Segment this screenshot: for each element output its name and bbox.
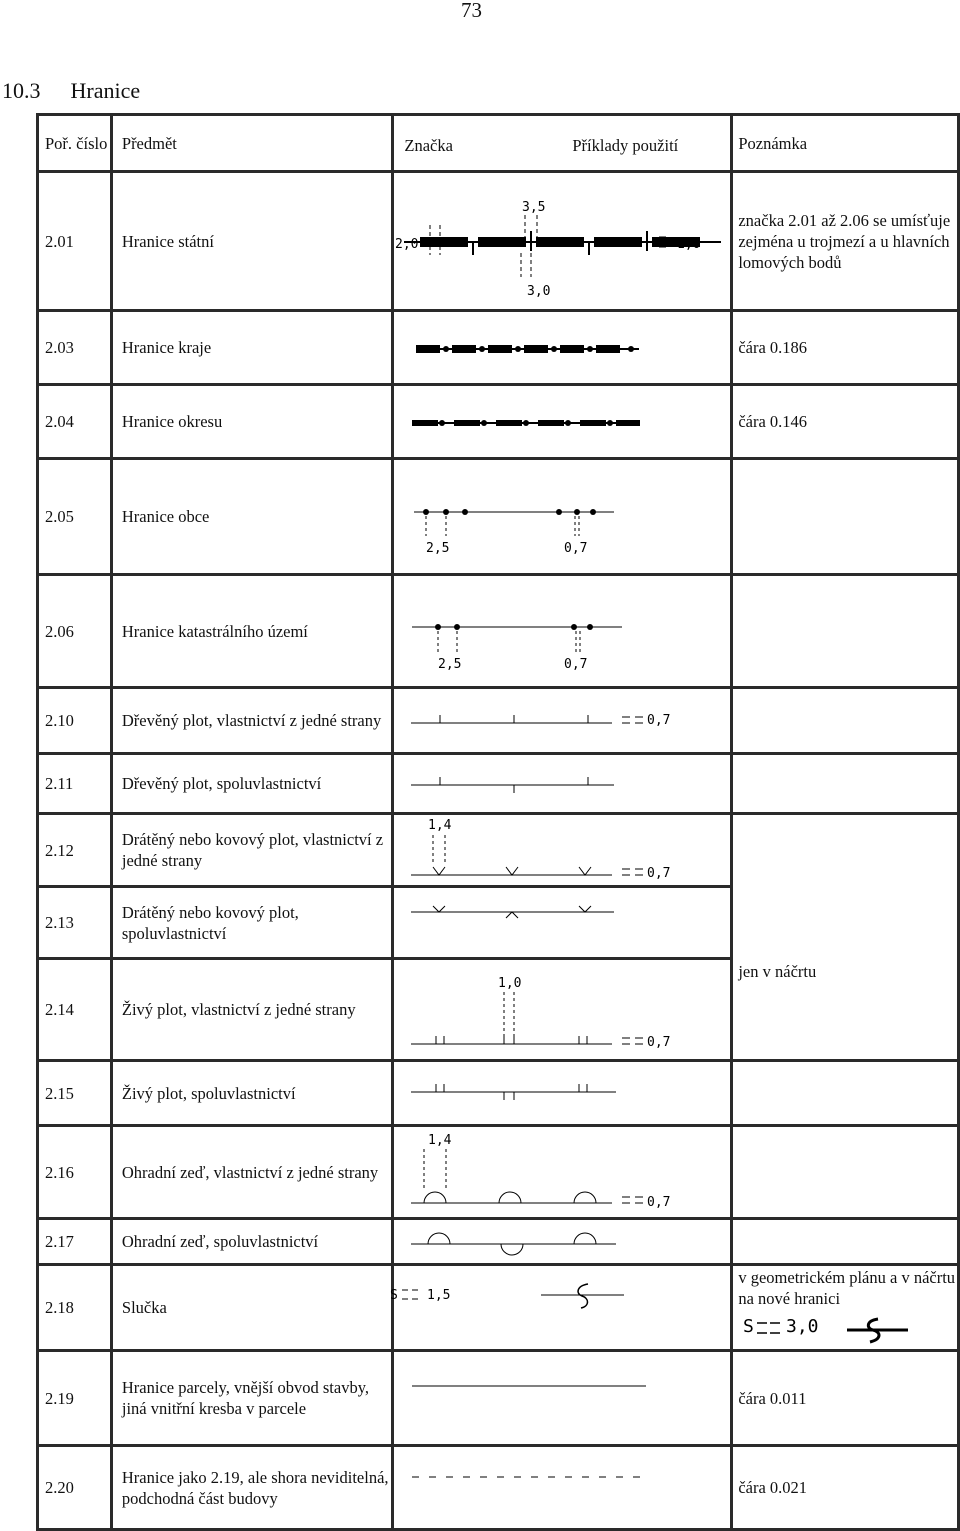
row-sign — [393, 385, 732, 459]
dim-label: 0,7 — [647, 1195, 671, 1210]
row-num: 2.03 — [38, 311, 112, 385]
loop-example — [737, 1312, 937, 1342]
row-note — [732, 1219, 959, 1265]
row-num: 2.11 — [38, 754, 112, 814]
row-item: Hranice katastrálního území — [111, 575, 392, 688]
row-note: značka 2.01 až 2.06 se umísťuje zejména u trojmezí a u hlavních lomových bodů — [732, 172, 959, 311]
header-item: Předmět — [111, 115, 392, 172]
row-sign — [393, 1446, 732, 1530]
header-examples: Příklady použití — [572, 136, 679, 155]
row-sign — [393, 575, 732, 688]
table-row — [38, 1351, 959, 1446]
sign-wall-own — [394, 1127, 734, 1220]
sign-district-border — [394, 386, 734, 460]
row-sign — [393, 959, 732, 1061]
row-item: Drátěný nebo kovový plot, vlastnictví z jedné strany — [111, 814, 392, 887]
dim-label: 3,5 — [522, 200, 546, 215]
row-item: Ohradní zeď, vlastnictví z jedné strany — [111, 1126, 392, 1219]
row-sign — [393, 172, 732, 311]
table-row — [38, 311, 959, 385]
row-note-group — [732, 814, 959, 1061]
row-num: 2.15 — [38, 1061, 112, 1126]
dim-label: 2,5 — [438, 657, 462, 672]
row-num: 2.01 — [38, 172, 112, 311]
row-item: Slučka — [111, 1265, 392, 1351]
table-row — [38, 172, 959, 311]
dim-label: 1,0 — [498, 976, 522, 991]
row-sign — [393, 311, 732, 385]
row-sign — [393, 1126, 732, 1219]
row-item: Živý plot, vlastnictví z jedné strany — [111, 959, 392, 1061]
row-num: 2.13 — [38, 887, 112, 959]
dim-label: 2,5 — [426, 541, 450, 556]
note-sketch-only: jen v náčrtu — [738, 961, 817, 981]
note-loop: v geometrickém plánu a v náčrtu na nové hranici — [738, 1268, 956, 1308]
row-note — [732, 1265, 959, 1351]
row-num: 2.19 — [38, 1351, 112, 1446]
row-note — [732, 1126, 959, 1219]
sign-cadastral-border — [394, 576, 734, 689]
section-number: 10.3 — [2, 78, 41, 103]
dim-label: 0,7 — [564, 657, 588, 672]
row-item: Hranice státní — [111, 172, 392, 311]
table-row — [38, 1219, 959, 1265]
dim-label: 0,7 — [564, 541, 588, 556]
row-num: 2.17 — [38, 1219, 112, 1265]
sign-state-border — [394, 173, 734, 312]
row-item: Ohradní zeď, spoluvlastnictví — [111, 1219, 392, 1265]
sign-hedge-shared — [394, 1062, 734, 1127]
loop-glyph: S — [743, 1316, 755, 1337]
row-item: Živý plot, spoluvlastnictví — [111, 1061, 392, 1126]
row-sign — [393, 1351, 732, 1446]
dim-label: 2,0 — [395, 237, 419, 252]
dim-label: 1,4 — [428, 1133, 452, 1148]
table-row — [38, 754, 959, 814]
loop-glyph: S — [390, 1288, 399, 1303]
table-row — [38, 459, 959, 575]
row-sign — [393, 754, 732, 814]
table-row — [38, 1061, 959, 1126]
row-num: 2.10 — [38, 688, 112, 754]
sign-wooden-fence-shared — [394, 755, 734, 815]
dim-label: 1,4 — [428, 818, 452, 833]
row-note: čára 0.186 — [732, 311, 959, 385]
row-item: Hranice kraje — [111, 311, 392, 385]
row-num: 2.16 — [38, 1126, 112, 1219]
row-note: čára 0.146 — [732, 385, 959, 459]
sign-hidden-border — [394, 1447, 734, 1531]
row-note: čára 0.021 — [732, 1446, 959, 1530]
row-note — [732, 1061, 959, 1126]
row-note — [732, 575, 959, 688]
row-sign — [393, 459, 732, 575]
dim-label: 1,0 — [677, 237, 701, 252]
dim-label: 1,5 — [427, 1288, 451, 1303]
row-item: Hranice obce — [111, 459, 392, 575]
dim-label: 0,7 — [647, 866, 671, 881]
section-heading — [2, 78, 140, 104]
row-item: Hranice okresu — [111, 385, 392, 459]
sign-region-border — [394, 312, 734, 386]
sign-wall-shared — [394, 1220, 734, 1266]
header-note: Poznámka — [732, 115, 959, 172]
header-sign: Značka — [404, 136, 453, 155]
row-note: čára 0.011 — [732, 1351, 959, 1446]
sign-loop — [390, 1266, 734, 1352]
header-num: Poř. číslo — [38, 115, 112, 172]
row-num: 2.06 — [38, 575, 112, 688]
row-note — [732, 459, 959, 575]
row-sign — [390, 1265, 732, 1351]
sign-municipality-border — [394, 460, 734, 576]
row-num: 2.14 — [38, 959, 112, 1061]
table-row — [38, 1126, 959, 1219]
row-item: Hranice parcely, vnější obvod stavby, jiná vnitřní kresba v parcele — [111, 1351, 392, 1446]
row-sign — [393, 1061, 732, 1126]
row-item: Dřevěný plot, vlastnictví z jedné strany — [111, 688, 392, 754]
row-sign — [393, 1219, 732, 1265]
sign-wire-fence-shared — [394, 888, 734, 960]
row-note — [732, 688, 959, 754]
table-row — [38, 575, 959, 688]
sign-wire-fence-own — [394, 815, 734, 888]
sign-wooden-fence-own — [394, 689, 734, 755]
section-title: Hranice — [70, 78, 141, 103]
header-row — [38, 115, 959, 172]
table-row — [38, 814, 959, 887]
header-sign-examples — [393, 115, 732, 172]
row-item: Drátěný nebo kovový plot, spoluvlastnictví — [111, 887, 392, 959]
table-row — [38, 688, 959, 754]
row-num: 2.04 — [38, 385, 112, 459]
dim-label: 3,0 — [786, 1316, 819, 1337]
row-note — [732, 754, 959, 814]
row-sign — [393, 688, 732, 754]
dim-label: 3,0 — [527, 284, 551, 299]
row-num: 2.12 — [38, 814, 112, 887]
sign-hedge-own — [394, 960, 734, 1062]
row-num: 2.20 — [38, 1446, 112, 1530]
row-num: 2.05 — [38, 459, 112, 575]
sign-parcel-border — [394, 1352, 734, 1447]
row-item: Dřevěný plot, spoluvlastnictví — [111, 754, 392, 814]
dim-label: 0,7 — [647, 713, 671, 728]
table-row — [38, 385, 959, 459]
row-sign — [393, 887, 732, 959]
dim-label: 0,7 — [647, 1035, 671, 1050]
table-row — [38, 1265, 959, 1351]
border-symbols-table — [36, 113, 960, 1531]
row-num: 2.18 — [38, 1265, 112, 1351]
row-sign — [393, 814, 732, 887]
row-item: Hranice jako 2.19, ale shora neviditelná, podchodná část budovy — [111, 1446, 392, 1530]
page-number: 73 — [461, 0, 482, 22]
table-row — [38, 1446, 959, 1530]
